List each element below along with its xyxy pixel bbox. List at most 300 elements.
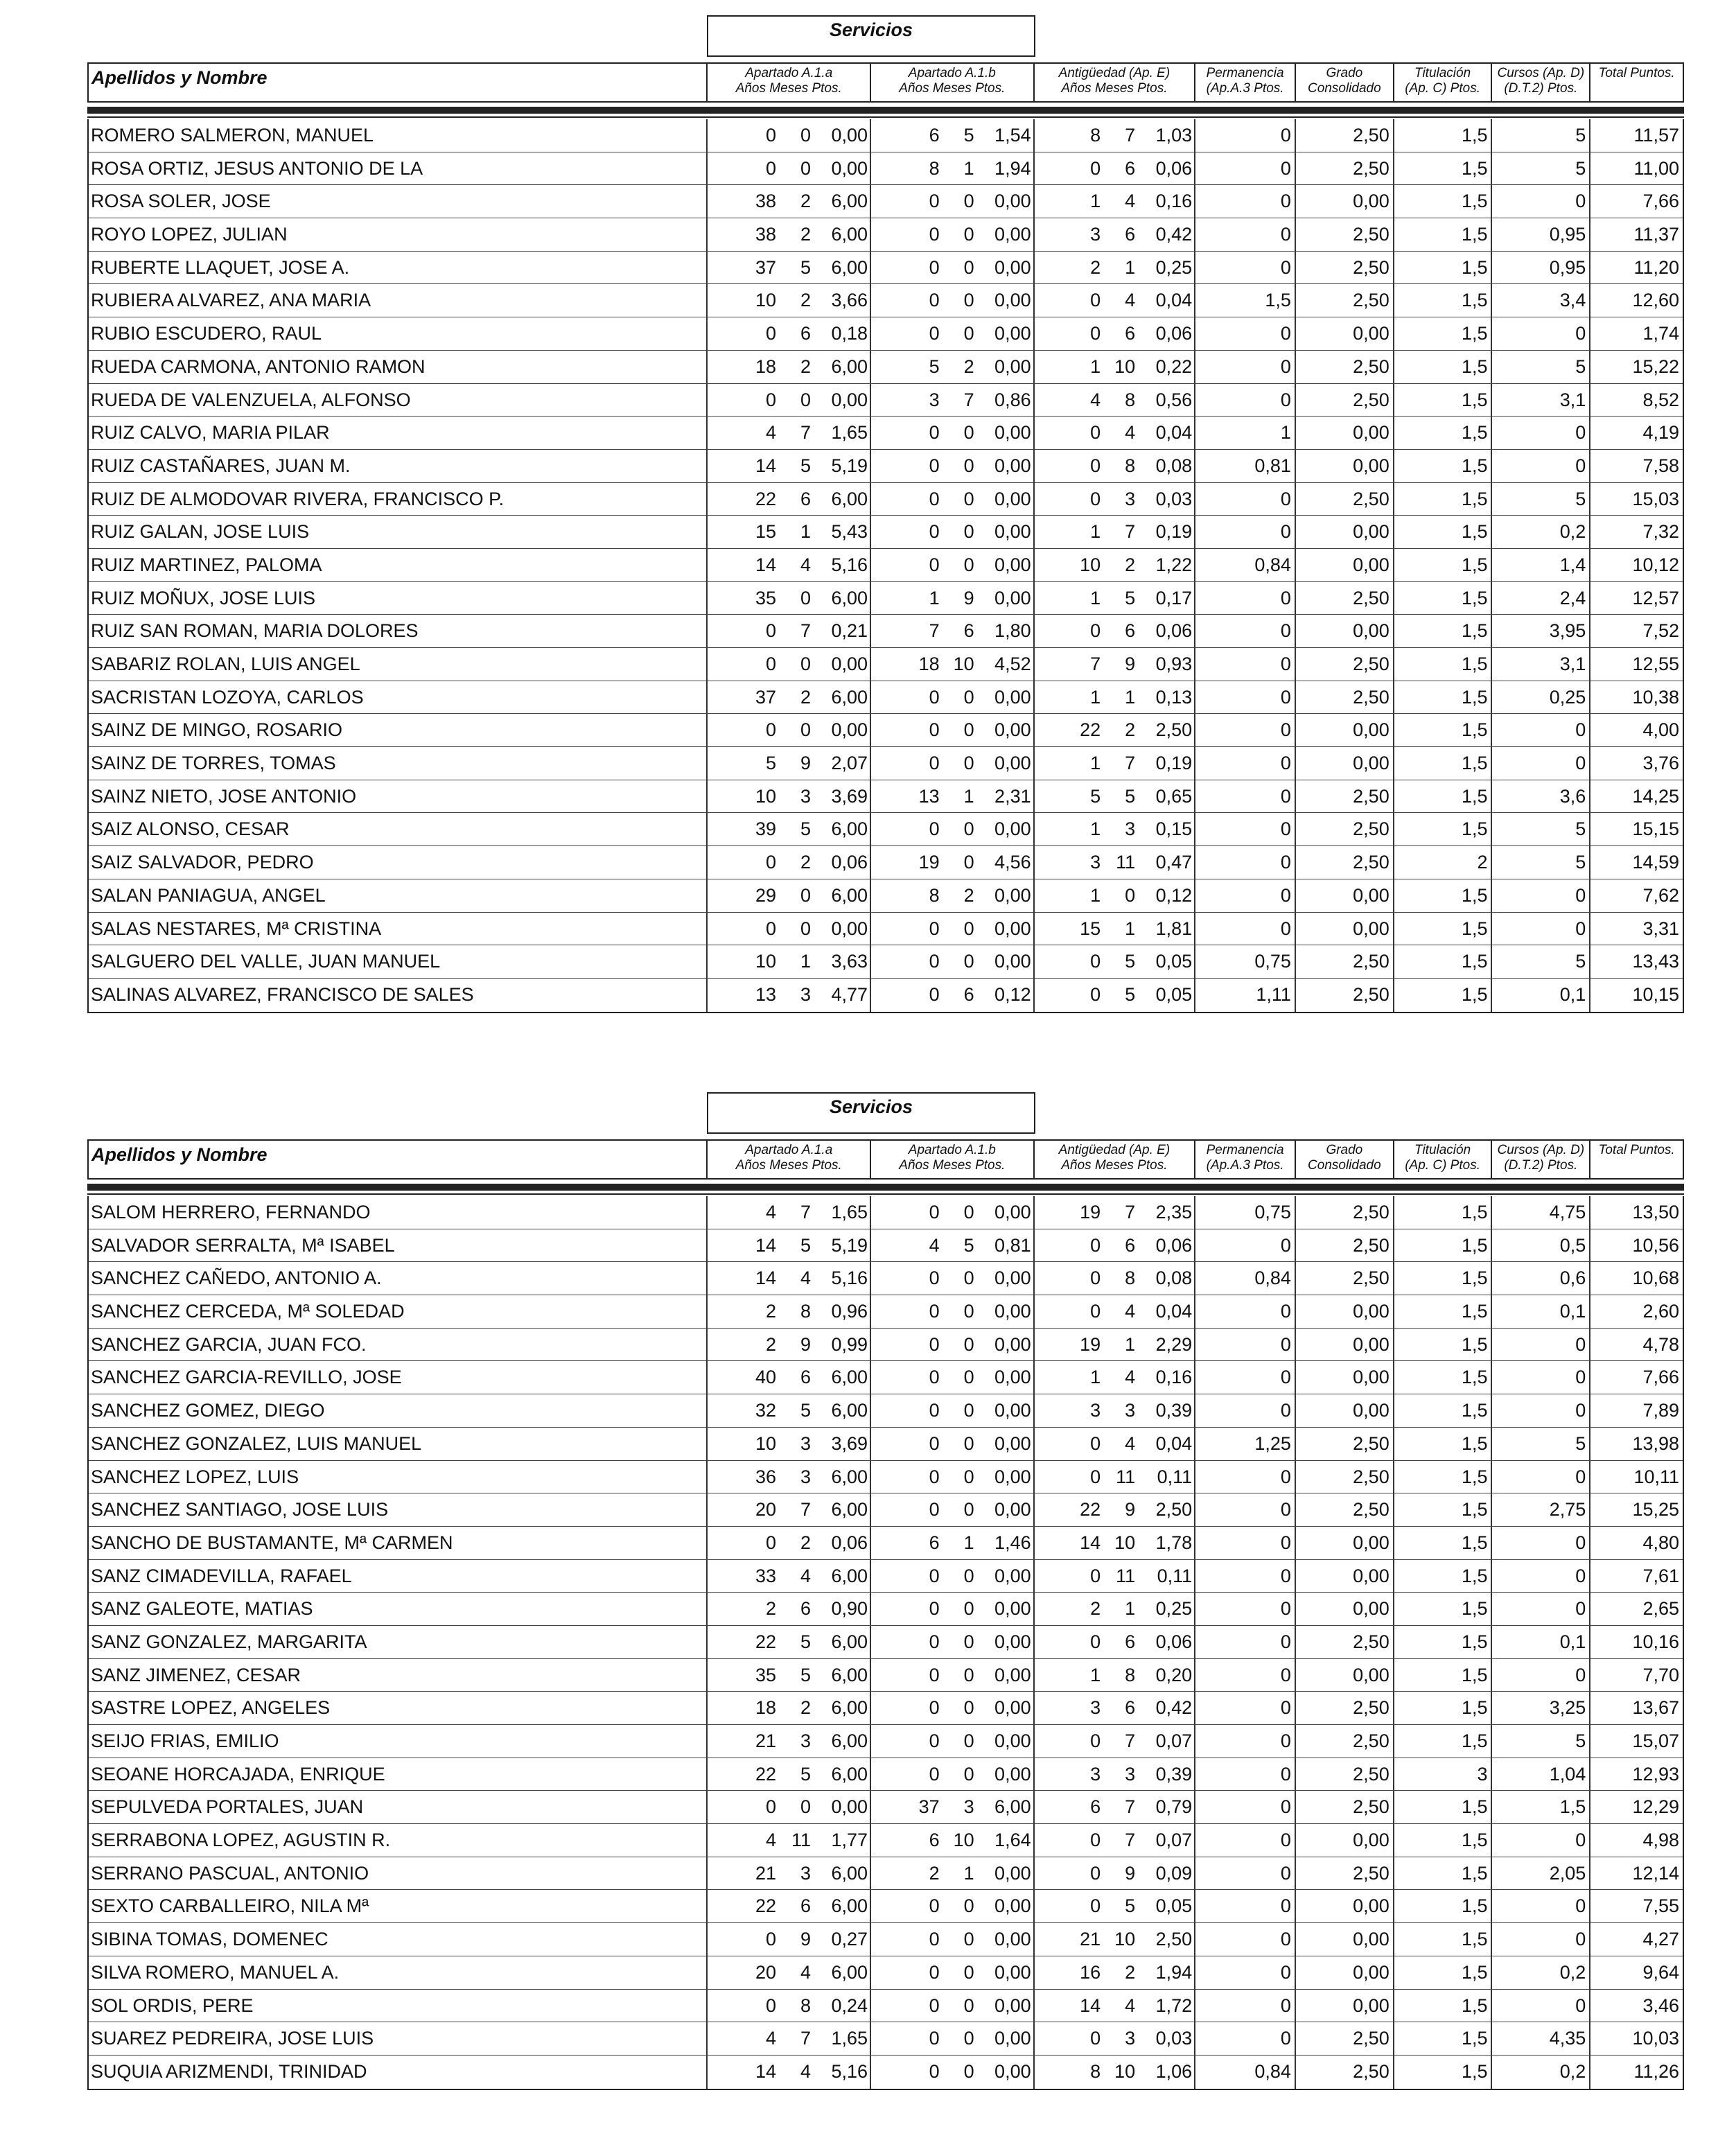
cell-value: 0 xyxy=(963,521,974,543)
cell-cursos: 5 xyxy=(1492,813,1590,845)
cell-value: 0 xyxy=(929,1730,940,1751)
cell-value: 2 xyxy=(800,1697,812,1719)
cell-value: 0,00 xyxy=(994,1895,1031,1917)
cell-value: 0 xyxy=(800,918,812,939)
cell-value: 0,04 xyxy=(1155,290,1193,311)
cell-value: 1,46 xyxy=(994,1532,1031,1553)
cell-name: SABARIZ ROLAN, LUIS ANGEL xyxy=(89,648,708,681)
cell-value: 3 xyxy=(1090,1763,1101,1785)
cell-a1a xyxy=(708,1262,871,1295)
cell-cursos: 1,4 xyxy=(1492,549,1590,581)
cell-titulacion: 1,5 xyxy=(1394,218,1493,251)
cell-a1b xyxy=(871,152,1035,185)
cell-total: 12,57 xyxy=(1632,587,1680,608)
cell-a1a xyxy=(708,1361,871,1394)
cell-value: 0 xyxy=(1090,1565,1101,1586)
cell-grado: 2,50 xyxy=(1296,979,1394,1012)
cell-value: 0,00 xyxy=(831,918,868,939)
cell-antiguedad xyxy=(1035,1692,1196,1724)
cell-titulacion: 1,5 xyxy=(1394,317,1493,350)
cell-permanencia: 0 xyxy=(1195,1890,1296,1922)
cell-value: 0,00 xyxy=(994,1565,1031,1586)
cell-value: 0,00 xyxy=(994,422,1031,444)
cell-a1b xyxy=(871,1692,1035,1724)
cell-a1b xyxy=(871,119,1035,152)
cell-value: 0 xyxy=(963,256,974,278)
cell-a1a xyxy=(708,516,871,548)
cell-total: 7,52 xyxy=(1642,620,1680,642)
cell-a1a xyxy=(708,1394,871,1427)
table-row xyxy=(89,846,1683,879)
cell-a1a xyxy=(708,813,871,845)
cell-a1a xyxy=(708,1461,871,1493)
cell-a1a xyxy=(708,615,871,647)
cell-value: 0 xyxy=(963,1895,974,1917)
cell-value: 0,25 xyxy=(1155,1598,1193,1620)
cell-value: 1,80 xyxy=(994,620,1031,642)
cell-grado: 0,00 xyxy=(1296,549,1394,581)
cell-value: 10 xyxy=(1114,356,1136,377)
cell-cursos: 5 xyxy=(1492,945,1590,978)
cell-value: 0,00 xyxy=(994,2028,1031,2049)
cell-name: SANCHEZ CERCEDA, Mª SOLEDAD xyxy=(89,1295,708,1328)
table-row xyxy=(89,879,1683,913)
cell-cursos: 0 xyxy=(1492,1890,1590,1922)
cell-antiguedad xyxy=(1035,681,1196,714)
cell-antiguedad xyxy=(1035,2056,1196,2089)
cell-value: 7 xyxy=(1125,1730,1136,1751)
cell-value: 0 xyxy=(765,654,777,674)
cell-value: 0 xyxy=(963,1301,974,1322)
table-row xyxy=(89,1758,1683,1791)
cell-value: 1 xyxy=(800,521,812,543)
cell-grado: 2,50 xyxy=(1296,945,1394,978)
cell-total: 4,78 xyxy=(1642,1333,1680,1355)
data-table xyxy=(87,1196,1684,2090)
cell-value: 3 xyxy=(1090,224,1101,245)
cell-value: 1 xyxy=(1090,587,1101,608)
servicios-label: Servicios xyxy=(707,1092,1035,1134)
cell-value: 5 xyxy=(800,1400,812,1421)
cell-value: 0,06 xyxy=(1155,620,1193,642)
cell-value: 6,00 xyxy=(831,224,868,245)
cell-value: 0 xyxy=(929,290,940,311)
cell-value: 0,39 xyxy=(1155,1763,1193,1785)
cell-permanencia: 0 xyxy=(1195,152,1296,185)
table-row xyxy=(89,1956,1683,1990)
cell-grado: 0,00 xyxy=(1296,450,1394,482)
cell-value: 0 xyxy=(929,1565,940,1586)
cell-name: RUBERTE LLAQUET, JOSE A. xyxy=(89,252,708,284)
cell-cursos: 0,2 xyxy=(1492,516,1590,548)
cell-value: 0 xyxy=(963,2060,974,2082)
cell-value: 0 xyxy=(929,488,940,509)
cell-permanencia: 0,84 xyxy=(1195,549,1296,581)
cell-value: 38 xyxy=(755,224,777,245)
cell-value: 9 xyxy=(800,753,812,774)
cell-cursos: 0 xyxy=(1492,1527,1590,1559)
cell-value: 32 xyxy=(755,1400,777,1421)
cell-value: 3 xyxy=(800,983,812,1005)
cell-titulacion: 1,5 xyxy=(1394,549,1493,581)
cell-value: 0 xyxy=(765,125,777,146)
cell-value: 29 xyxy=(755,884,777,906)
cell-value: 0,93 xyxy=(1155,654,1193,674)
cell-name: SEPULVEDA PORTALES, JUAN xyxy=(89,1791,708,1823)
cell-value: 0,00 xyxy=(994,323,1031,344)
cell-value: 0,00 xyxy=(831,125,868,146)
cell-value: 3 xyxy=(929,389,940,410)
cell-cursos: 5 xyxy=(1492,1725,1590,1758)
cell-value: 1 xyxy=(1090,191,1101,212)
cell-a1b xyxy=(871,1262,1035,1295)
cell-value: 0 xyxy=(929,1697,940,1719)
cell-a1b xyxy=(871,615,1035,647)
table-row xyxy=(89,1626,1683,1659)
cell-value: 0 xyxy=(929,918,940,939)
cell-grado: 2,50 xyxy=(1296,284,1394,317)
cell-value: 5 xyxy=(1125,587,1136,608)
cell-grado: 2,50 xyxy=(1296,1725,1394,1758)
cell-total: 4,98 xyxy=(1642,1830,1680,1851)
cell-value: 2 xyxy=(929,1862,940,1884)
cell-value: 3 xyxy=(1125,1400,1136,1421)
cell-value: 8 xyxy=(800,1995,812,2016)
cell-titulacion: 1,5 xyxy=(1394,747,1493,780)
cell-value: 6,00 xyxy=(831,256,868,278)
cell-value: 3 xyxy=(1125,488,1136,509)
cell-value: 0,12 xyxy=(1155,884,1193,906)
cell-value: 0 xyxy=(929,455,940,476)
cell-a1a xyxy=(708,549,871,581)
cell-value: 6,00 xyxy=(831,356,868,377)
cell-total: 1,74 xyxy=(1642,323,1680,344)
cell-a1b xyxy=(871,846,1035,879)
cell-a1a xyxy=(708,945,871,978)
cell-value: 0,04 xyxy=(1155,1432,1193,1454)
cell-cursos: 0 xyxy=(1492,1394,1590,1427)
header-total: Total Puntos. xyxy=(1598,66,1675,80)
cell-total: 10,68 xyxy=(1632,1268,1680,1289)
cell-value: 0,90 xyxy=(831,1598,868,1620)
table-row xyxy=(89,119,1683,152)
cell-value: 1 xyxy=(963,1862,974,1884)
cell-value: 40 xyxy=(755,1367,777,1388)
cell-value: 0 xyxy=(963,719,974,741)
cell-a1b xyxy=(871,1956,1035,1989)
cell-total: 13,43 xyxy=(1632,951,1680,972)
cell-value: 0 xyxy=(1090,455,1101,476)
cell-permanencia: 0 xyxy=(1195,516,1296,548)
cell-value: 6,00 xyxy=(831,1565,868,1586)
cell-a1a xyxy=(708,2056,871,2089)
cell-permanencia: 0 xyxy=(1195,780,1296,813)
cell-a1b xyxy=(871,879,1035,912)
table-row xyxy=(89,1229,1683,1263)
cell-value: 1 xyxy=(800,951,812,972)
cell-value: 7 xyxy=(1125,521,1136,543)
cell-antiguedad xyxy=(1035,1394,1196,1427)
cell-value: 6 xyxy=(1125,323,1136,344)
cell-a1b xyxy=(871,450,1035,482)
cell-value: 0,00 xyxy=(831,719,868,741)
cell-value: 4 xyxy=(1125,1432,1136,1454)
cell-value: 5,16 xyxy=(831,2060,868,2082)
cell-a1b xyxy=(871,582,1035,615)
cell-titulacion: 1,5 xyxy=(1394,1725,1493,1758)
cell-total: 7,61 xyxy=(1642,1565,1680,1586)
cell-value: 0,06 xyxy=(831,1532,868,1553)
table-row xyxy=(89,1923,1683,1956)
cell-value: 0 xyxy=(963,1961,974,1983)
cell-value: 0 xyxy=(929,719,940,741)
cell-total: 10,15 xyxy=(1632,983,1680,1005)
cell-antiguedad xyxy=(1035,1890,1196,1922)
cell-grado: 2,50 xyxy=(1296,2022,1394,2055)
cell-cursos: 0 xyxy=(1492,450,1590,482)
cell-value: 0 xyxy=(929,1929,940,1950)
table-row xyxy=(89,1461,1683,1494)
cell-antiguedad xyxy=(1035,1824,1196,1857)
cell-value: 0 xyxy=(765,389,777,410)
cell-titulacion: 1,5 xyxy=(1394,351,1493,383)
cell-antiguedad xyxy=(1035,1493,1196,1526)
cell-a1a xyxy=(708,846,871,879)
cell-value: 0 xyxy=(963,951,974,972)
cell-a1a xyxy=(708,780,871,813)
cell-a1b xyxy=(871,1824,1035,1857)
cell-a1a xyxy=(708,1428,871,1460)
cell-value: 2,29 xyxy=(1155,1333,1193,1355)
cell-value: 5 xyxy=(800,455,812,476)
cell-value: 0,00 xyxy=(994,1466,1031,1487)
table-row xyxy=(89,1890,1683,1923)
cell-name: ROSA SOLER, JOSE xyxy=(89,185,708,218)
cell-value: 0 xyxy=(800,157,812,179)
cell-value: 3 xyxy=(1125,818,1136,840)
cell-cursos: 0 xyxy=(1492,1824,1590,1857)
cell-cursos: 0 xyxy=(1492,417,1590,449)
cell-value: 0,00 xyxy=(994,1631,1031,1652)
cell-value: 0 xyxy=(963,918,974,939)
cell-value: 11 xyxy=(791,1830,812,1851)
cell-value: 1,64 xyxy=(994,1830,1031,1851)
header-rule-thin xyxy=(87,116,1684,118)
table-row xyxy=(89,681,1683,715)
cell-cursos: 0 xyxy=(1492,317,1590,350)
cell-a1a xyxy=(708,1990,871,2022)
cell-permanencia: 0 xyxy=(1195,1394,1296,1427)
cell-grado: 0,00 xyxy=(1296,1527,1394,1559)
table-row xyxy=(89,483,1683,516)
cell-grado: 0,00 xyxy=(1296,1394,1394,1427)
header-titulacion: Titulación (Ap. C) Ptos. xyxy=(1394,1141,1493,1178)
cell-a1a xyxy=(708,1824,871,1857)
cell-permanencia: 0 xyxy=(1195,384,1296,417)
cell-name: SANCHEZ LOPEZ, LUIS xyxy=(89,1461,708,1493)
cell-value: 3 xyxy=(800,1466,812,1487)
cell-name: RUIZ CASTAÑARES, JUAN M. xyxy=(89,450,708,482)
cell-a1b xyxy=(871,945,1035,978)
cell-titulacion: 1,5 xyxy=(1394,1956,1493,1989)
cell-antiguedad xyxy=(1035,483,1196,516)
cell-antiguedad xyxy=(1035,1560,1196,1593)
cell-antiguedad xyxy=(1035,1725,1196,1758)
cell-value: 4 xyxy=(800,1268,812,1289)
cell-name: RUIZ DE ALMODOVAR RIVERA, FRANCISCO P. xyxy=(89,483,708,516)
cell-value: 0,00 xyxy=(994,1763,1031,1785)
cell-value: 0 xyxy=(1090,1268,1101,1289)
cell-a1a xyxy=(708,1956,871,1989)
cell-value: 0,00 xyxy=(994,1202,1031,1222)
cell-value: 0 xyxy=(1090,157,1101,179)
cell-value: 0 xyxy=(765,1796,777,1818)
cell-value: 5 xyxy=(963,125,974,146)
cell-value: 1 xyxy=(963,1532,974,1553)
cell-grado: 2,50 xyxy=(1296,384,1394,417)
cell-total: 15,22 xyxy=(1632,356,1680,377)
cell-value: 0 xyxy=(929,951,940,972)
table-row xyxy=(89,1394,1683,1428)
cell-titulacion: 2 xyxy=(1394,846,1493,879)
cell-value: 0,00 xyxy=(831,157,868,179)
cell-a1b xyxy=(871,681,1035,714)
cell-name: RUEDA DE VALENZUELA, ALFONSO xyxy=(89,384,708,417)
cell-value: 0,00 xyxy=(994,1664,1031,1685)
cell-cursos: 2,05 xyxy=(1492,1857,1590,1890)
cell-total: 2,65 xyxy=(1642,1598,1680,1620)
cell-titulacion: 1,5 xyxy=(1394,780,1493,813)
cell-name: SALAN PANIAGUA, ANGEL xyxy=(89,879,708,912)
cell-permanencia: 0 xyxy=(1195,218,1296,251)
cell-value: 4,52 xyxy=(994,654,1031,674)
cell-antiguedad xyxy=(1035,813,1196,845)
cell-a1b xyxy=(871,1196,1035,1229)
cell-cursos: 1,04 xyxy=(1492,1758,1590,1791)
cell-value: 2 xyxy=(963,356,974,377)
cell-a1b xyxy=(871,1560,1035,1593)
cell-value: 0 xyxy=(1090,1730,1101,1751)
cell-titulacion: 1,5 xyxy=(1394,1824,1493,1857)
cell-antiguedad xyxy=(1035,615,1196,647)
table-row xyxy=(89,913,1683,946)
cell-value: 6 xyxy=(963,983,974,1005)
cell-permanencia: 0 xyxy=(1195,879,1296,912)
header-grado: Grado Consolidado xyxy=(1296,1141,1394,1178)
cell-name: SUQUIA ARIZMENDI, TRINIDAD xyxy=(89,2056,708,2089)
cell-permanencia: 0 xyxy=(1195,582,1296,615)
cell-permanencia: 0 xyxy=(1195,1956,1296,1989)
cell-grado: 0,00 xyxy=(1296,747,1394,780)
cell-antiguedad xyxy=(1035,648,1196,681)
cell-cursos: 2,75 xyxy=(1492,1493,1590,1526)
cell-value: 10 xyxy=(755,785,777,807)
cell-total: 7,70 xyxy=(1642,1664,1680,1685)
table-row xyxy=(89,1725,1683,1758)
cell-grado: 0,00 xyxy=(1296,1990,1394,2022)
cell-value: 2 xyxy=(765,1333,777,1355)
cell-total: 10,03 xyxy=(1632,2028,1680,2049)
cell-value: 0 xyxy=(765,1929,777,1950)
cell-grado: 2,50 xyxy=(1296,681,1394,714)
cell-value: 0 xyxy=(929,1763,940,1785)
cell-value: 0 xyxy=(765,719,777,741)
cell-permanencia: 0 xyxy=(1195,846,1296,879)
cell-value: 6 xyxy=(800,1895,812,1917)
cell-grado: 2,50 xyxy=(1296,483,1394,516)
cell-name: RUBIERA ALVAREZ, ANA MARIA xyxy=(89,284,708,317)
cell-a1b xyxy=(871,1361,1035,1394)
cell-value: 0 xyxy=(765,918,777,939)
cell-cursos: 0,95 xyxy=(1492,218,1590,251)
cell-value: 0 xyxy=(929,1367,940,1388)
cell-value: 5 xyxy=(800,1234,812,1256)
cell-value: 2 xyxy=(1090,1598,1101,1620)
cell-value: 6 xyxy=(1090,1796,1101,1818)
cell-value: 4 xyxy=(765,2028,777,2049)
cell-a1a xyxy=(708,450,871,482)
cell-titulacion: 1,5 xyxy=(1394,1262,1493,1295)
table-row xyxy=(89,1361,1683,1394)
cell-name: SALOM HERRERO, FERNANDO xyxy=(89,1196,708,1229)
cell-value: 7 xyxy=(1125,125,1136,146)
header-grado: Grado Consolidado xyxy=(1296,64,1394,101)
cell-value: 0 xyxy=(963,290,974,311)
cell-antiguedad xyxy=(1035,1461,1196,1493)
cell-permanencia: 0 xyxy=(1195,1461,1296,1493)
cell-value: 1 xyxy=(1090,686,1101,708)
cell-antiguedad xyxy=(1035,1196,1196,1229)
cell-grado: 0,00 xyxy=(1296,1890,1394,1922)
cell-a1a xyxy=(708,2022,871,2055)
table-row xyxy=(89,1527,1683,1560)
cell-grado: 2,50 xyxy=(1296,1493,1394,1526)
cell-permanencia: 0 xyxy=(1195,913,1296,945)
cell-permanencia: 0 xyxy=(1195,1361,1296,1394)
cell-value: 0,22 xyxy=(1155,356,1193,377)
cell-value: 11 xyxy=(1116,852,1136,873)
cell-value: 0,00 xyxy=(994,1400,1031,1421)
cell-value: 0,03 xyxy=(1155,488,1193,509)
cell-value: 0 xyxy=(963,753,974,774)
cell-value: 4 xyxy=(765,1830,777,1851)
cell-total: 12,60 xyxy=(1632,290,1680,311)
cell-value: 0,00 xyxy=(994,554,1031,575)
cell-value: 0,00 xyxy=(994,719,1031,741)
cell-antiguedad xyxy=(1035,1229,1196,1262)
cell-value: 8 xyxy=(1125,389,1136,410)
cell-a1b xyxy=(871,218,1035,251)
cell-value: 0 xyxy=(963,1268,974,1289)
cell-value: 0,00 xyxy=(831,389,868,410)
cell-value: 0 xyxy=(929,2060,940,2082)
cell-value: 0,39 xyxy=(1155,1400,1193,1421)
cell-value: 8 xyxy=(1090,125,1101,146)
cell-total: 13,98 xyxy=(1632,1432,1680,1454)
cell-value: 6,00 xyxy=(994,1796,1031,1818)
header-a1b: Apartado A.1.b Años Meses Ptos. xyxy=(871,1141,1035,1178)
cell-value: 22 xyxy=(755,488,777,509)
cell-value: 6,00 xyxy=(831,818,868,840)
cell-value: 4 xyxy=(1125,1301,1136,1322)
cell-name: RUIZ MARTINEZ, PALOMA xyxy=(89,549,708,581)
cell-permanencia: 0 xyxy=(1195,483,1296,516)
cell-value: 0 xyxy=(929,1598,940,1620)
cell-value: 8 xyxy=(1125,1268,1136,1289)
cell-permanencia: 0 xyxy=(1195,1725,1296,1758)
cell-total: 7,58 xyxy=(1642,455,1680,476)
table-row xyxy=(89,1560,1683,1593)
